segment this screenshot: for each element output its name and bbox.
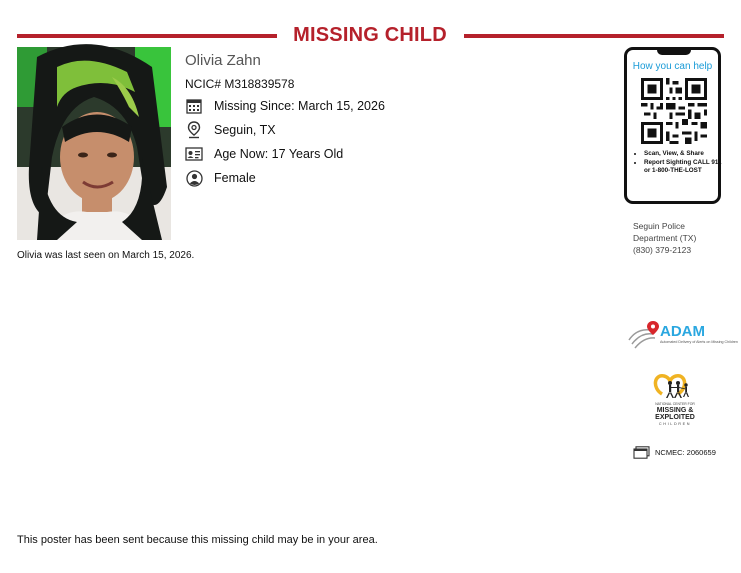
age-text: Age Now: 17 Years Old bbox=[214, 147, 344, 161]
adam-wordmark: ADAM bbox=[660, 323, 705, 340]
last-seen-text: Olivia was last seen on March 15, 2026. bbox=[17, 250, 195, 261]
agency-phone: (830) 379-2123 bbox=[633, 245, 692, 255]
adam-tagline: Automated Delivery of Alerts on Missing Children bbox=[660, 340, 738, 344]
child-photo bbox=[17, 47, 171, 240]
ncmec-logo bbox=[646, 370, 704, 428]
location-pin-icon bbox=[185, 121, 203, 139]
help-heading: How you can help bbox=[632, 61, 713, 72]
id-card-icon bbox=[185, 145, 203, 163]
location-text: Seguin, TX bbox=[214, 123, 276, 137]
header-rule-left bbox=[17, 34, 277, 38]
help-list bbox=[631, 150, 726, 176]
case-number-row bbox=[633, 446, 716, 459]
ncmec-main-text-2: EXPLOITED bbox=[655, 414, 695, 421]
location-row bbox=[185, 121, 276, 139]
missing-since-row bbox=[185, 97, 385, 115]
adam-logo bbox=[627, 318, 738, 354]
agency-contact bbox=[633, 220, 696, 256]
ncmec-top-text: NATIONAL CENTER FOR bbox=[655, 402, 695, 406]
sex-row bbox=[185, 169, 256, 187]
calendar-icon bbox=[185, 97, 203, 115]
ncic-number: NCIC# M318839578 bbox=[185, 77, 295, 91]
folder-icon bbox=[633, 446, 650, 459]
missing-since-text: Missing Since: March 15, 2026 bbox=[214, 99, 385, 113]
person-icon bbox=[185, 169, 203, 187]
agency-name-line1: Seguin Police bbox=[633, 221, 685, 231]
age-row bbox=[185, 145, 343, 163]
sex-text: Female bbox=[214, 171, 256, 185]
header-rule-right bbox=[464, 34, 724, 38]
ncmec-main-text-1: MISSING & bbox=[656, 407, 694, 414]
child-name: Olivia Zahn bbox=[185, 52, 261, 69]
ncmec-bottom-text: CHILDREN bbox=[658, 422, 692, 426]
poster-title: MISSING CHILD bbox=[293, 24, 447, 46]
help-item-share: • Scan, View, & Share bbox=[644, 150, 726, 158]
help-card bbox=[624, 47, 721, 204]
help-item-report: • Report Sighting CALL 911 or 1-800-THE-LOST bbox=[644, 159, 726, 175]
phone-notch bbox=[657, 49, 691, 55]
case-number-text: NCMEC: 2060659 bbox=[655, 448, 716, 457]
agency-name-line2: Department (TX) bbox=[633, 233, 697, 243]
qr-code-icon[interactable] bbox=[641, 78, 707, 144]
footer-note: This poster has been sent because this missing child may be in your area. bbox=[17, 534, 378, 546]
